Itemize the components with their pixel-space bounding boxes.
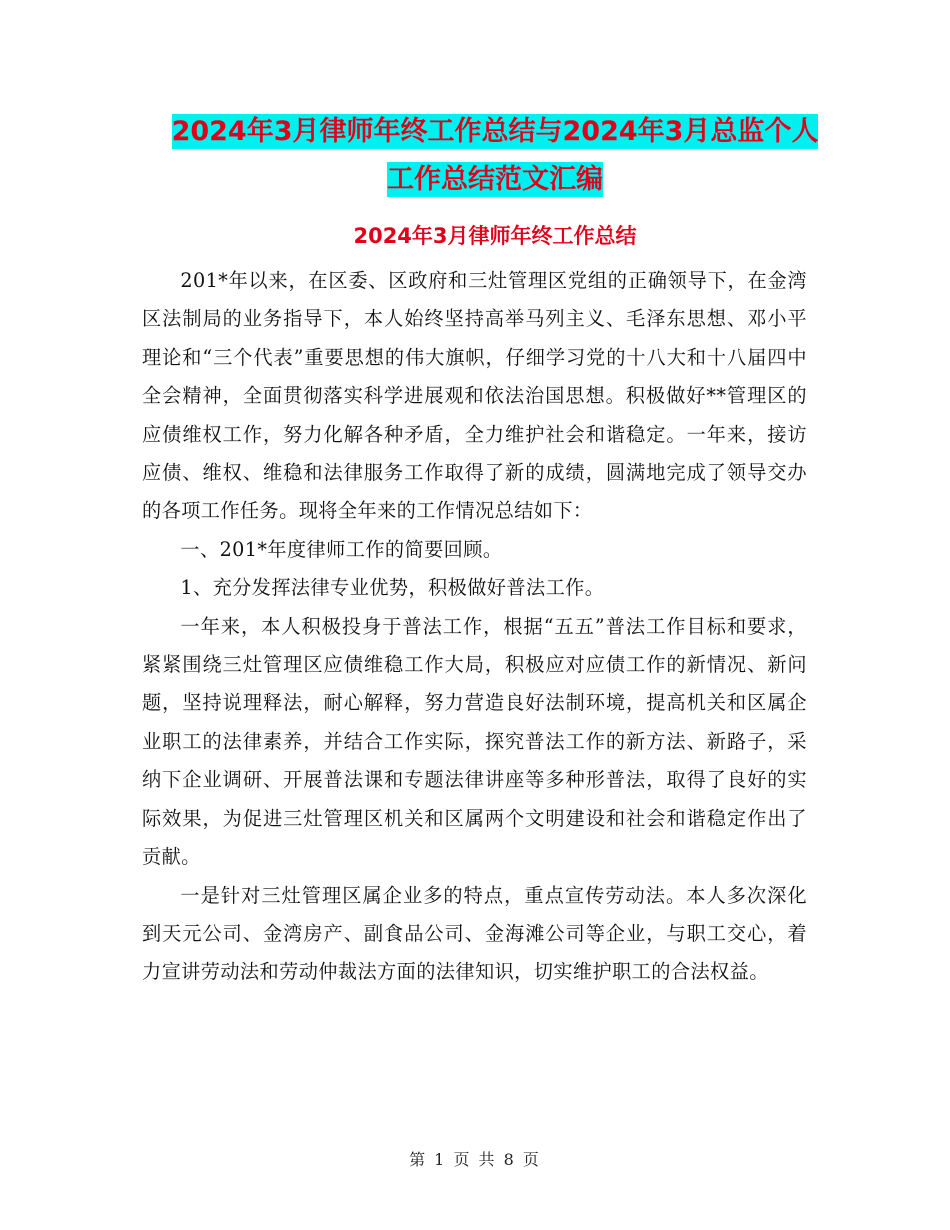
paragraph-intro: 201*年以来，在区委、区政府和三灶管理区党组的正确领导下，在金湾区法制局的业务指导下，本人始终坚持高举马列主义、毛泽东思想、邓小平理论和“三个代表”重要思想的伟大旗帜，仔细学习党的十八大和十八届四中全会精神，全面贯彻落实科学进展观和依法治国思想。积极做好**管理区的应债维权工作，努力化解各种矛盾，全力维护社会和谐稳定。一年来，接访应债、维权、维稳和法律服务工作取得了新的成绩，圆满地完成了领导交办的各项工作任务。现将全年来的工作情况总结如下： [142, 269, 807, 523]
section-title: 2024年3月律师年终工作总结 [353, 224, 637, 248]
paragraph-labor-law: 一是针对三灶管理区属企业多的特点，重点宣传劳动法。本人多次深化到天元公司、金湾房产、副食品公司、金海滩公司等企业，与职工交心，着力宣讲劳动法和劳动仲裁法方面的法律知识，切实维护职工的合法权益。 [142, 883, 807, 984]
document-title [140, 108, 850, 204]
title-line-2: 工作总结范文汇编 [387, 164, 603, 195]
paragraph-publicity: 一年来，本人积极投身于普法工作，根据“五五”普法工作目标和要求，紧紧围绕三灶管理区应债维稳工作大局，积极应对应债工作的新情况、新问题，坚持说理释法，耐心解释，努力营造良好法制环境，提高机关和区属企业职工的法律素养，并结合工作实际，探究普法工作的新方法、新路子，采纳下企业调研、开展普法课和专题法律讲座等多种形普法，取得了良好的实际效果，为促进三灶管理区机关和区属两个文明建设和社会和谐稳定作出了贡献。 [142, 614, 807, 869]
title-line-1: 2024年3月律师年终工作总结与2024年3月总监个人 [171, 116, 819, 147]
page-footer: 第 1 页 共 8 页 [409, 1150, 541, 1169]
paragraph-subheading-1: 1、充分发挥法律专业优势，积极做好普法工作。 [180, 576, 605, 600]
document-body [142, 262, 807, 992]
paragraph-heading-1: 一、201*年度律师工作的简要回顾。 [180, 537, 503, 561]
